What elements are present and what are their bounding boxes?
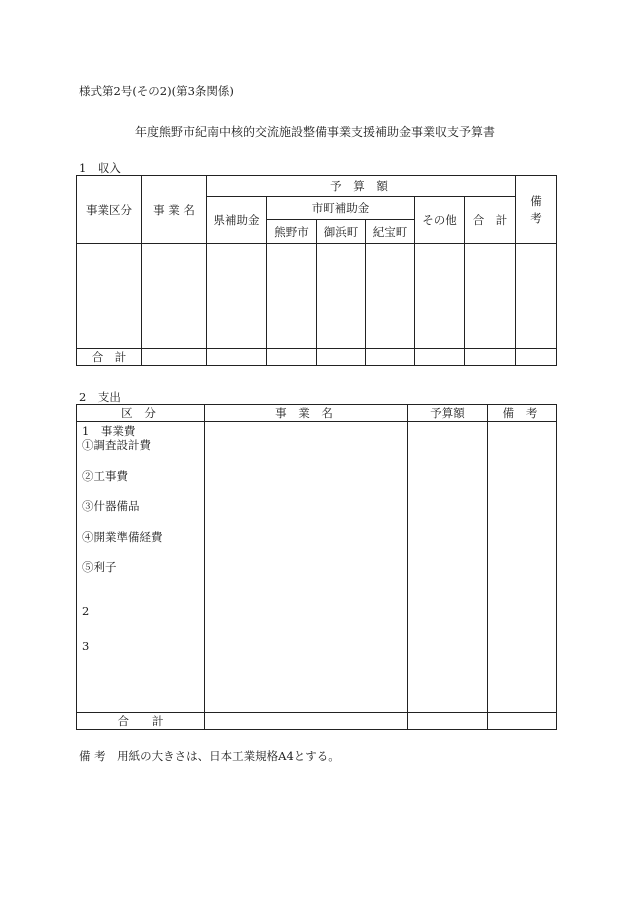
exp-item: ③什器備品 — [82, 499, 140, 513]
income-total-label: 合 計 — [77, 349, 142, 366]
expenditure-section-label: 2 支出 — [79, 390, 121, 404]
exp-item: ④開業準備経費 — [82, 529, 163, 544]
income-col-kiho: 紀宝町 — [366, 220, 415, 244]
income-col-pref: 県補助金 — [207, 197, 267, 244]
income-col-total: 合 計 — [465, 197, 516, 244]
exp-item: ⑤利子 — [82, 560, 117, 574]
income-table — [76, 175, 557, 366]
document-title: 年度熊野市紀南中核的交流施設整備事業支援補助金事業収支予算書 — [134, 125, 495, 139]
income-total-row — [77, 349, 557, 366]
exp-item: 1 事業費 — [82, 424, 136, 438]
income-section-label: 1 収入 — [79, 161, 121, 175]
income-col-project: 事 業 名 — [142, 176, 207, 244]
exp-item: ②工事費 — [82, 468, 128, 483]
exp-col-project: 事 業 名 — [205, 405, 408, 422]
form-number: 様式第2号(その2)(第3条関係) — [79, 84, 234, 98]
exp-item: 2 — [82, 604, 90, 618]
income-col-municipal: 市町補助金 — [267, 197, 415, 220]
exp-item: 3 — [82, 639, 90, 653]
income-col-remarks: 備 考 — [516, 176, 557, 244]
exp-col-remarks: 備 考 — [488, 405, 557, 422]
income-col-category: 事業区分 — [77, 176, 142, 244]
exp-total-label: 合 計 — [77, 713, 205, 730]
income-col-mihama: 御浜町 — [317, 220, 366, 244]
footer-note: 備 考 用紙の大きさは、日本工業規格A4とする。 — [79, 749, 340, 763]
income-col-other: その他 — [415, 197, 465, 244]
exp-col-budget: 予算額 — [408, 405, 488, 422]
income-col-budget: 予 算 額 — [207, 176, 516, 197]
income-col-kumano: 熊野市 — [267, 220, 317, 244]
exp-total-row — [77, 713, 557, 730]
exp-item: ①調査設計費 — [82, 438, 151, 452]
exp-item-list — [77, 422, 205, 713]
expenditure-table — [76, 404, 557, 730]
income-entry-row — [77, 244, 557, 349]
exp-col-category: 区 分 — [77, 405, 205, 422]
